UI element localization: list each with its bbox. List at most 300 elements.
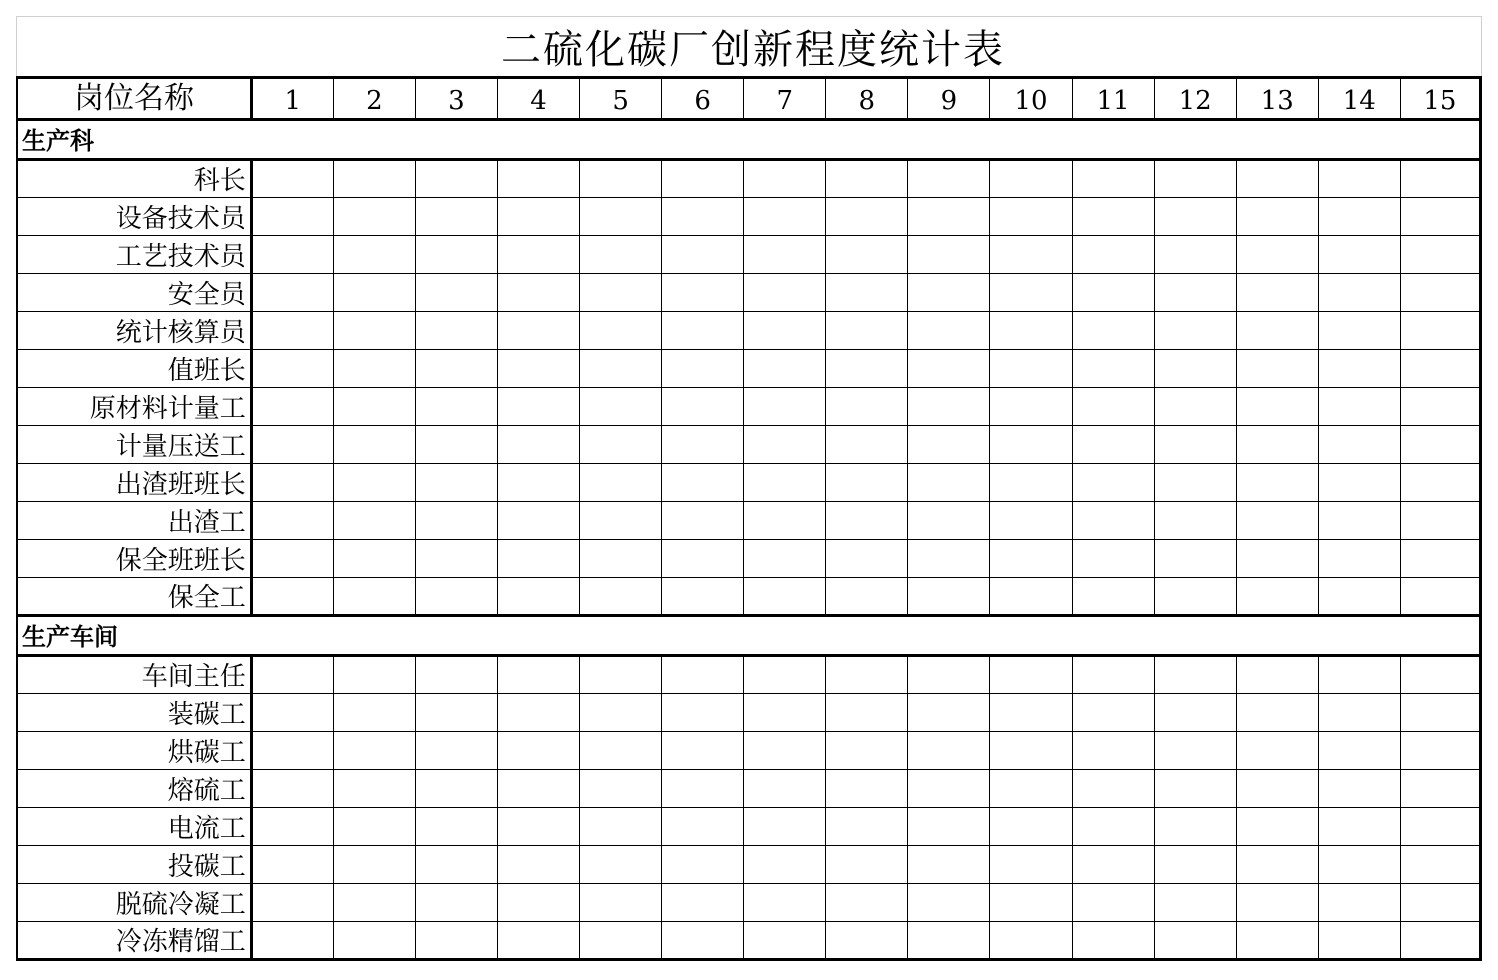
score-cell[interactable]: [497, 540, 579, 578]
score-cell[interactable]: [990, 656, 1072, 694]
score-cell[interactable]: [1400, 274, 1480, 312]
score-cell[interactable]: [1154, 808, 1236, 846]
score-cell[interactable]: [662, 350, 744, 388]
score-cell[interactable]: [990, 770, 1072, 808]
score-cell[interactable]: [1072, 808, 1154, 846]
section-title[interactable]: 生产科: [17, 120, 1481, 160]
score-cell[interactable]: [1154, 540, 1236, 578]
score-cell[interactable]: [415, 350, 497, 388]
score-cell[interactable]: [744, 274, 826, 312]
score-cell[interactable]: [1072, 464, 1154, 502]
score-cell[interactable]: [1236, 198, 1318, 236]
score-cell[interactable]: [580, 502, 662, 540]
score-cell[interactable]: [990, 160, 1072, 198]
score-cell[interactable]: [908, 656, 990, 694]
score-cell[interactable]: [1400, 732, 1480, 770]
score-cell[interactable]: [662, 732, 744, 770]
score-cell[interactable]: [1072, 540, 1154, 578]
score-cell[interactable]: [826, 312, 908, 350]
score-cell[interactable]: [990, 694, 1072, 732]
score-cell[interactable]: [251, 922, 333, 960]
score-cell[interactable]: [580, 846, 662, 884]
score-cell[interactable]: [415, 274, 497, 312]
position-name-cell[interactable]: 值班长: [17, 350, 251, 388]
score-cell[interactable]: [1400, 160, 1480, 198]
score-cell[interactable]: [1236, 732, 1318, 770]
score-cell[interactable]: [415, 884, 497, 922]
score-cell[interactable]: [580, 464, 662, 502]
score-cell[interactable]: [990, 922, 1072, 960]
column-header-10[interactable]: 10: [990, 78, 1072, 120]
score-cell[interactable]: [580, 160, 662, 198]
score-cell[interactable]: [580, 884, 662, 922]
score-cell[interactable]: [826, 274, 908, 312]
score-cell[interactable]: [1400, 464, 1480, 502]
score-cell[interactable]: [497, 274, 579, 312]
score-cell[interactable]: [497, 770, 579, 808]
score-cell[interactable]: [333, 770, 415, 808]
score-cell[interactable]: [1072, 388, 1154, 426]
score-cell[interactable]: [415, 808, 497, 846]
score-cell[interactable]: [1072, 502, 1154, 540]
score-cell[interactable]: [744, 846, 826, 884]
score-cell[interactable]: [1236, 388, 1318, 426]
position-name-cell[interactable]: 出渣班班长: [17, 464, 251, 502]
score-cell[interactable]: [497, 464, 579, 502]
score-cell[interactable]: [497, 160, 579, 198]
column-header-9[interactable]: 9: [908, 78, 990, 120]
score-cell[interactable]: [497, 426, 579, 464]
score-cell[interactable]: [744, 160, 826, 198]
score-cell[interactable]: [908, 578, 990, 616]
score-cell[interactable]: [744, 312, 826, 350]
score-cell[interactable]: [1236, 770, 1318, 808]
score-cell[interactable]: [415, 578, 497, 616]
score-cell[interactable]: [497, 694, 579, 732]
score-cell[interactable]: [1072, 160, 1154, 198]
score-cell[interactable]: [1318, 350, 1400, 388]
score-cell[interactable]: [1072, 350, 1154, 388]
score-cell[interactable]: [662, 770, 744, 808]
score-cell[interactable]: [1400, 540, 1480, 578]
score-cell[interactable]: [415, 464, 497, 502]
score-cell[interactable]: [1154, 350, 1236, 388]
score-cell[interactable]: [580, 312, 662, 350]
score-cell[interactable]: [908, 426, 990, 464]
score-cell[interactable]: [1236, 694, 1318, 732]
score-cell[interactable]: [580, 198, 662, 236]
score-cell[interactable]: [251, 464, 333, 502]
score-cell[interactable]: [251, 846, 333, 884]
score-cell[interactable]: [251, 236, 333, 274]
position-name-cell[interactable]: 装碳工: [17, 694, 251, 732]
score-cell[interactable]: [1072, 884, 1154, 922]
score-cell[interactable]: [1072, 198, 1154, 236]
score-cell[interactable]: [415, 846, 497, 884]
score-cell[interactable]: [908, 732, 990, 770]
score-cell[interactable]: [1400, 656, 1480, 694]
score-cell[interactable]: [251, 540, 333, 578]
score-cell[interactable]: [744, 350, 826, 388]
score-cell[interactable]: [826, 922, 908, 960]
score-cell[interactable]: [826, 388, 908, 426]
column-header-2[interactable]: 2: [333, 78, 415, 120]
score-cell[interactable]: [415, 656, 497, 694]
score-cell[interactable]: [826, 694, 908, 732]
position-name-cell[interactable]: 投碳工: [17, 846, 251, 884]
score-cell[interactable]: [1400, 770, 1480, 808]
position-name-cell[interactable]: 统计核算员: [17, 312, 251, 350]
score-cell[interactable]: [662, 502, 744, 540]
score-cell[interactable]: [908, 350, 990, 388]
score-cell[interactable]: [1318, 426, 1400, 464]
position-name-cell[interactable]: 设备技术员: [17, 198, 251, 236]
score-cell[interactable]: [1318, 464, 1400, 502]
score-cell[interactable]: [497, 312, 579, 350]
score-cell[interactable]: [908, 464, 990, 502]
score-cell[interactable]: [415, 312, 497, 350]
score-cell[interactable]: [826, 656, 908, 694]
score-cell[interactable]: [251, 350, 333, 388]
score-cell[interactable]: [826, 426, 908, 464]
score-cell[interactable]: [580, 808, 662, 846]
column-header-6[interactable]: 6: [662, 78, 744, 120]
score-cell[interactable]: [826, 884, 908, 922]
score-cell[interactable]: [251, 160, 333, 198]
score-cell[interactable]: [1072, 312, 1154, 350]
column-header-1[interactable]: 1: [251, 78, 333, 120]
score-cell[interactable]: [333, 732, 415, 770]
score-cell[interactable]: [990, 846, 1072, 884]
column-header-13[interactable]: 13: [1236, 78, 1318, 120]
score-cell[interactable]: [1236, 540, 1318, 578]
score-cell[interactable]: [826, 770, 908, 808]
score-cell[interactable]: [497, 502, 579, 540]
score-cell[interactable]: [1236, 236, 1318, 274]
score-cell[interactable]: [1400, 236, 1480, 274]
score-cell[interactable]: [497, 236, 579, 274]
score-cell[interactable]: [497, 578, 579, 616]
column-header-5[interactable]: 5: [580, 78, 662, 120]
score-cell[interactable]: [580, 732, 662, 770]
score-cell[interactable]: [990, 808, 1072, 846]
score-cell[interactable]: [1154, 732, 1236, 770]
score-cell[interactable]: [1318, 540, 1400, 578]
score-cell[interactable]: [1154, 274, 1236, 312]
score-cell[interactable]: [744, 388, 826, 426]
score-cell[interactable]: [251, 884, 333, 922]
score-cell[interactable]: [662, 312, 744, 350]
column-header-7[interactable]: 7: [744, 78, 826, 120]
score-cell[interactable]: [1400, 312, 1480, 350]
score-cell[interactable]: [1236, 578, 1318, 616]
score-cell[interactable]: [1154, 846, 1236, 884]
score-cell[interactable]: [497, 732, 579, 770]
score-cell[interactable]: [908, 236, 990, 274]
score-cell[interactable]: [990, 388, 1072, 426]
score-cell[interactable]: [1072, 694, 1154, 732]
score-cell[interactable]: [662, 274, 744, 312]
score-cell[interactable]: [662, 808, 744, 846]
score-cell[interactable]: [908, 922, 990, 960]
score-cell[interactable]: [415, 236, 497, 274]
score-cell[interactable]: [580, 350, 662, 388]
score-cell[interactable]: [662, 236, 744, 274]
score-cell[interactable]: [415, 502, 497, 540]
position-name-cell[interactable]: 安全员: [17, 274, 251, 312]
score-cell[interactable]: [1154, 578, 1236, 616]
position-name-cell[interactable]: 车间主任: [17, 656, 251, 694]
score-cell[interactable]: [1400, 426, 1480, 464]
position-name-cell[interactable]: 出渣工: [17, 502, 251, 540]
score-cell[interactable]: [826, 732, 908, 770]
score-cell[interactable]: [1318, 922, 1400, 960]
score-cell[interactable]: [497, 846, 579, 884]
score-cell[interactable]: [1236, 274, 1318, 312]
score-cell[interactable]: [1400, 350, 1480, 388]
score-cell[interactable]: [1236, 884, 1318, 922]
score-cell[interactable]: [251, 388, 333, 426]
score-cell[interactable]: [662, 922, 744, 960]
position-name-cell[interactable]: 工艺技术员: [17, 236, 251, 274]
score-cell[interactable]: [662, 884, 744, 922]
score-cell[interactable]: [1318, 656, 1400, 694]
score-cell[interactable]: [1318, 160, 1400, 198]
score-cell[interactable]: [826, 236, 908, 274]
score-cell[interactable]: [744, 656, 826, 694]
score-cell[interactable]: [251, 312, 333, 350]
score-cell[interactable]: [1154, 312, 1236, 350]
score-cell[interactable]: [1072, 426, 1154, 464]
score-cell[interactable]: [1400, 198, 1480, 236]
score-cell[interactable]: [744, 578, 826, 616]
score-cell[interactable]: [333, 808, 415, 846]
score-cell[interactable]: [744, 198, 826, 236]
score-cell[interactable]: [744, 732, 826, 770]
score-cell[interactable]: [990, 884, 1072, 922]
score-cell[interactable]: [1236, 502, 1318, 540]
score-cell[interactable]: [826, 846, 908, 884]
score-cell[interactable]: [415, 388, 497, 426]
score-cell[interactable]: [497, 388, 579, 426]
score-cell[interactable]: [1318, 388, 1400, 426]
score-cell[interactable]: [1236, 464, 1318, 502]
score-cell[interactable]: [744, 922, 826, 960]
score-cell[interactable]: [1318, 808, 1400, 846]
score-cell[interactable]: [990, 732, 1072, 770]
score-cell[interactable]: [1400, 846, 1480, 884]
score-cell[interactable]: [662, 464, 744, 502]
score-cell[interactable]: [1154, 694, 1236, 732]
score-cell[interactable]: [415, 540, 497, 578]
score-cell[interactable]: [1400, 578, 1480, 616]
score-cell[interactable]: [662, 540, 744, 578]
score-cell[interactable]: [908, 312, 990, 350]
score-cell[interactable]: [251, 808, 333, 846]
score-cell[interactable]: [251, 694, 333, 732]
score-cell[interactable]: [990, 464, 1072, 502]
score-cell[interactable]: [333, 274, 415, 312]
column-header-3[interactable]: 3: [415, 78, 497, 120]
score-cell[interactable]: [662, 388, 744, 426]
score-cell[interactable]: [333, 502, 415, 540]
score-cell[interactable]: [1154, 922, 1236, 960]
score-cell[interactable]: [1154, 388, 1236, 426]
score-cell[interactable]: [1318, 770, 1400, 808]
score-cell[interactable]: [1154, 770, 1236, 808]
score-cell[interactable]: [333, 198, 415, 236]
score-cell[interactable]: [1318, 274, 1400, 312]
score-cell[interactable]: [580, 922, 662, 960]
score-cell[interactable]: [1072, 732, 1154, 770]
score-cell[interactable]: [908, 198, 990, 236]
score-cell[interactable]: [333, 922, 415, 960]
score-cell[interactable]: [251, 578, 333, 616]
score-cell[interactable]: [662, 694, 744, 732]
score-cell[interactable]: [826, 578, 908, 616]
score-cell[interactable]: [1072, 846, 1154, 884]
position-name-header[interactable]: 岗位名称: [17, 78, 251, 120]
score-cell[interactable]: [826, 464, 908, 502]
score-cell[interactable]: [580, 656, 662, 694]
score-cell[interactable]: [744, 426, 826, 464]
score-cell[interactable]: [415, 426, 497, 464]
score-cell[interactable]: [333, 540, 415, 578]
score-cell[interactable]: [908, 388, 990, 426]
score-cell[interactable]: [744, 236, 826, 274]
score-cell[interactable]: [1318, 312, 1400, 350]
score-cell[interactable]: [497, 922, 579, 960]
score-cell[interactable]: [1154, 502, 1236, 540]
score-cell[interactable]: [1072, 922, 1154, 960]
score-cell[interactable]: [662, 160, 744, 198]
score-cell[interactable]: [908, 770, 990, 808]
score-cell[interactable]: [1318, 198, 1400, 236]
position-name-cell[interactable]: 熔硫工: [17, 770, 251, 808]
score-cell[interactable]: [826, 160, 908, 198]
score-cell[interactable]: [990, 312, 1072, 350]
score-cell[interactable]: [1318, 732, 1400, 770]
score-cell[interactable]: [333, 846, 415, 884]
position-name-cell[interactable]: 电流工: [17, 808, 251, 846]
score-cell[interactable]: [580, 236, 662, 274]
score-cell[interactable]: [744, 808, 826, 846]
score-cell[interactable]: [333, 426, 415, 464]
score-cell[interactable]: [990, 274, 1072, 312]
score-cell[interactable]: [497, 198, 579, 236]
score-cell[interactable]: [580, 388, 662, 426]
score-cell[interactable]: [826, 808, 908, 846]
score-cell[interactable]: [251, 426, 333, 464]
score-cell[interactable]: [744, 770, 826, 808]
position-name-cell[interactable]: 计量压送工: [17, 426, 251, 464]
position-name-cell[interactable]: 冷冻精馏工: [17, 922, 251, 960]
score-cell[interactable]: [415, 694, 497, 732]
score-cell[interactable]: [662, 578, 744, 616]
score-cell[interactable]: [1236, 426, 1318, 464]
score-cell[interactable]: [1236, 656, 1318, 694]
score-cell[interactable]: [662, 198, 744, 236]
score-cell[interactable]: [251, 732, 333, 770]
score-cell[interactable]: [333, 388, 415, 426]
score-cell[interactable]: [662, 846, 744, 884]
score-cell[interactable]: [744, 884, 826, 922]
score-cell[interactable]: [1318, 884, 1400, 922]
score-cell[interactable]: [497, 656, 579, 694]
score-cell[interactable]: [990, 540, 1072, 578]
score-cell[interactable]: [1072, 578, 1154, 616]
score-cell[interactable]: [1318, 502, 1400, 540]
score-cell[interactable]: [1154, 884, 1236, 922]
score-cell[interactable]: [497, 808, 579, 846]
score-cell[interactable]: [990, 350, 1072, 388]
score-cell[interactable]: [497, 884, 579, 922]
score-cell[interactable]: [251, 770, 333, 808]
score-cell[interactable]: [580, 426, 662, 464]
score-cell[interactable]: [990, 578, 1072, 616]
score-cell[interactable]: [251, 656, 333, 694]
score-cell[interactable]: [1318, 578, 1400, 616]
score-cell[interactable]: [908, 274, 990, 312]
position-name-cell[interactable]: 原材料计量工: [17, 388, 251, 426]
column-header-12[interactable]: 12: [1154, 78, 1236, 120]
score-cell[interactable]: [251, 274, 333, 312]
score-cell[interactable]: [1400, 694, 1480, 732]
position-name-cell[interactable]: 科长: [17, 160, 251, 198]
score-cell[interactable]: [251, 198, 333, 236]
score-cell[interactable]: [1236, 160, 1318, 198]
score-cell[interactable]: [1072, 274, 1154, 312]
score-cell[interactable]: [1400, 808, 1480, 846]
score-cell[interactable]: [990, 198, 1072, 236]
position-name-cell[interactable]: 脱硫冷凝工: [17, 884, 251, 922]
score-cell[interactable]: [744, 502, 826, 540]
score-cell[interactable]: [1072, 236, 1154, 274]
score-cell[interactable]: [990, 426, 1072, 464]
score-cell[interactable]: [333, 160, 415, 198]
score-cell[interactable]: [1154, 464, 1236, 502]
score-cell[interactable]: [1236, 350, 1318, 388]
score-cell[interactable]: [1400, 922, 1480, 960]
score-cell[interactable]: [1154, 198, 1236, 236]
score-cell[interactable]: [415, 732, 497, 770]
score-cell[interactable]: [908, 846, 990, 884]
score-cell[interactable]: [415, 160, 497, 198]
score-cell[interactable]: [580, 694, 662, 732]
score-cell[interactable]: [1400, 884, 1480, 922]
score-cell[interactable]: [826, 198, 908, 236]
score-cell[interactable]: [333, 350, 415, 388]
score-cell[interactable]: [333, 694, 415, 732]
score-cell[interactable]: [415, 770, 497, 808]
score-cell[interactable]: [1400, 502, 1480, 540]
score-cell[interactable]: [908, 160, 990, 198]
score-cell[interactable]: [580, 540, 662, 578]
score-cell[interactable]: [333, 312, 415, 350]
score-cell[interactable]: [1154, 160, 1236, 198]
score-cell[interactable]: [415, 198, 497, 236]
score-cell[interactable]: [744, 694, 826, 732]
score-cell[interactable]: [1072, 770, 1154, 808]
score-cell[interactable]: [662, 656, 744, 694]
score-cell[interactable]: [908, 694, 990, 732]
column-header-11[interactable]: 11: [1072, 78, 1154, 120]
score-cell[interactable]: [990, 236, 1072, 274]
score-cell[interactable]: [1236, 312, 1318, 350]
score-cell[interactable]: [1318, 846, 1400, 884]
score-cell[interactable]: [333, 884, 415, 922]
score-cell[interactable]: [744, 540, 826, 578]
